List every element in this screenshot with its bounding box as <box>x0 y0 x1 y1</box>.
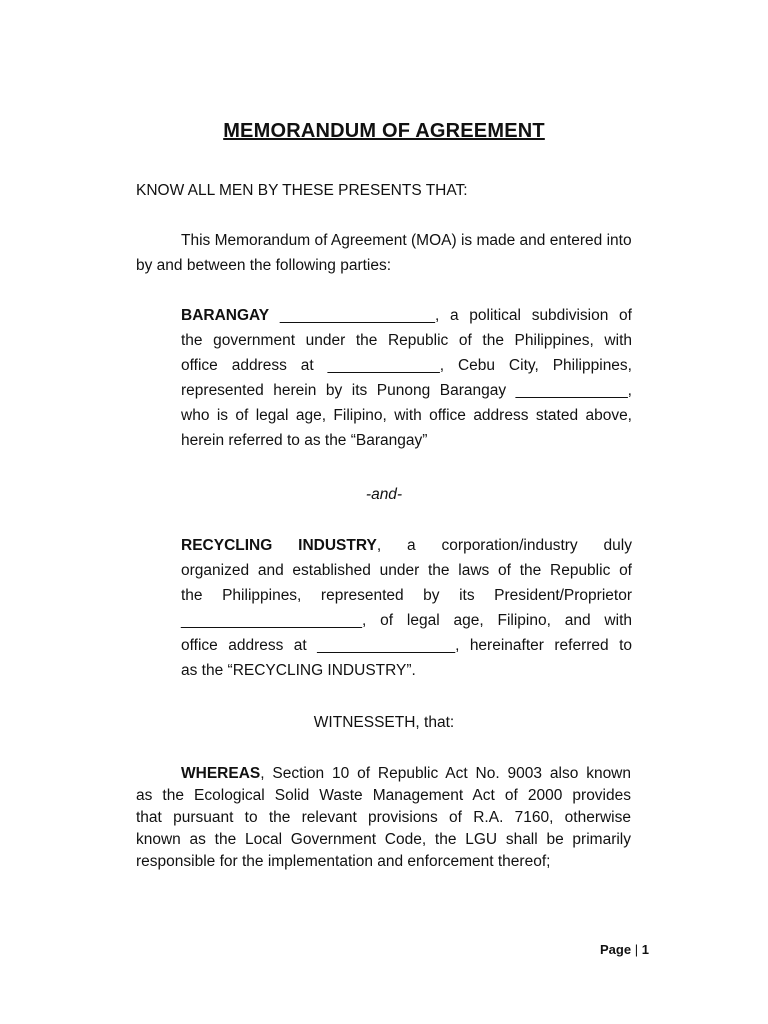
whereas-label: WHEREAS <box>181 765 261 782</box>
know-all-line: KNOW ALL MEN BY THESE PRESENTS THAT: <box>136 182 468 199</box>
party1-line-1-text: __________________, a political subdivision of <box>269 307 632 324</box>
page-footer <box>600 940 649 960</box>
party1-name: BARANGAY <box>181 307 270 324</box>
party2-line-1-text: , a corporation/industry duly <box>376 537 632 554</box>
whereas-line-3: that pursuant to the relevant provisions of R.A. 7160, otherwise <box>136 809 631 826</box>
footer-page-number: 1 <box>641 942 649 957</box>
whereas-line-5: responsible for the implementation and enforcement thereof; <box>136 853 551 870</box>
whereas-line-4: known as the Local Government Code, the LGU shall be primarily <box>136 831 631 848</box>
whereas-line-2: as the Ecological Solid Waste Management Act of 2000 provides <box>136 787 631 804</box>
party1-line-6: herein referred to as the “Barangay” <box>181 432 428 449</box>
intro-line-2: by and between the following parties: <box>136 257 392 274</box>
party2-line-4: _____________________, of legal age, Filipino, and with <box>181 612 632 629</box>
and-separator: -and- <box>365 486 403 503</box>
party1-line-3: office address at _____________, Cebu City, Philippines, <box>181 357 632 374</box>
party1-line-5: who is of legal age, Filipino, with office address stated above, <box>181 407 632 424</box>
intro-line-1: This Memorandum of Agreement (MOA) is made and entered into <box>181 232 632 249</box>
party1-line-1 <box>181 303 632 328</box>
party2-name: RECYCLING INDUSTRY <box>181 537 377 554</box>
footer-separator: | <box>631 942 642 957</box>
footer-page-label: Page <box>600 942 632 957</box>
witnesseth-heading: WITNESSETH, that: <box>313 714 455 731</box>
party1-line-2: the government under the Republic of the Philippines, with <box>181 332 632 349</box>
party1-line-4: represented herein by its Punong Barangay _____________, <box>181 382 632 399</box>
party2-line-6: as the “RECYCLING INDUSTRY”. <box>181 662 416 679</box>
party2-line-5: office address at ________________, hereinafter referred to <box>181 637 632 654</box>
party2-line-2: organized and established under the laws of the Republic of <box>181 562 632 579</box>
whereas-line-1-text: , Section 10 of Republic Act No. 9003 also known <box>260 765 631 782</box>
party2-line-3: the Philippines, represented by its President/Proprietor <box>181 587 632 604</box>
party2-line-1 <box>181 533 632 558</box>
document-title: MEMORANDUM OF AGREEMENT <box>223 120 545 142</box>
